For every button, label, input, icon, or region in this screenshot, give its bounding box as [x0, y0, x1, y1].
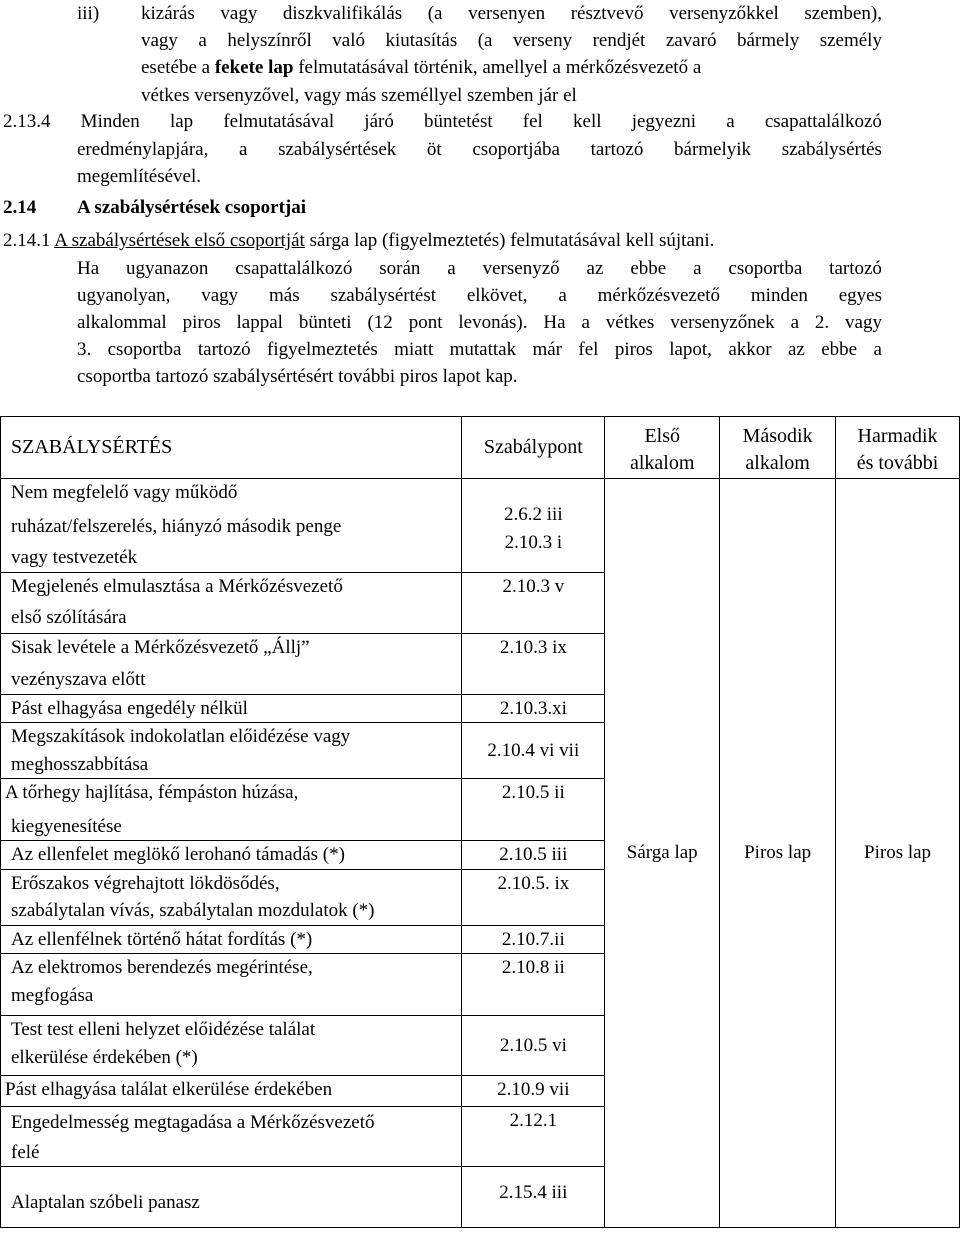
violation-cell	[1, 1107, 462, 1167]
word: diszkvalifikálás	[282, 3, 403, 24]
word: szemben),	[804, 3, 882, 24]
word: más	[269, 285, 300, 306]
header-second: Második alkalom	[720, 417, 836, 479]
violation-line: felé	[11, 1141, 40, 1163]
p2141-line-4	[77, 312, 882, 334]
rule-reference: 2.10.5. ix	[497, 872, 570, 894]
violations-table	[0, 416, 960, 1228]
word: szabálysértések	[278, 139, 397, 160]
violation-line: A tőrhegy hajlítása, fémpáston húzása,	[5, 782, 299, 803]
rule-cell	[462, 479, 605, 573]
word: való	[332, 30, 365, 51]
rule-cell	[462, 1016, 605, 1076]
rule-reference: 2.6.2 iii	[504, 504, 563, 525]
rule-cell	[462, 1076, 605, 1107]
violation-line: Pást elhagyása találat elkerülése érdekében	[5, 1079, 333, 1100]
violation-line: szabálytalan vívás, szabálytalan mozdulatok (*)	[11, 900, 375, 921]
word: ebbe	[630, 258, 667, 279]
word: bármelyik	[674, 139, 752, 160]
rule-cell	[462, 1167, 605, 1228]
word: pont	[408, 312, 443, 333]
header-first: Első alkalom	[605, 417, 720, 479]
p2141-line-6: csoportba tartozó szabálysértésért további piros lapot kap.	[77, 366, 518, 387]
word: a	[873, 339, 882, 360]
word: vagy	[845, 312, 882, 333]
table-row	[1, 479, 960, 573]
word: a	[239, 139, 248, 160]
violation-line: Megjelenés elmulasztása a Mérkőzésvezető	[11, 575, 343, 597]
word: a	[581, 312, 590, 333]
rule-reference: 2.10.5 vi	[499, 1034, 567, 1056]
word: 2.	[814, 312, 830, 333]
violation-line: Nem megfelelő vagy működő	[11, 482, 238, 503]
word: (12	[367, 312, 393, 333]
violation-cell	[1, 925, 462, 954]
violations-table-body	[1, 417, 960, 1228]
penalty-first: Sárga lap	[605, 479, 720, 1228]
word: 3.	[77, 339, 92, 360]
p2141-line-2	[77, 258, 882, 280]
rule-cell	[462, 1107, 605, 1167]
word: akkor	[728, 339, 772, 360]
word: Minden	[80, 111, 140, 132]
violation-line: megfogása	[11, 984, 94, 1006]
violation-line: Erőszakos végrehajtott lökdösődés,	[11, 872, 280, 894]
violation-cell	[1, 1076, 462, 1107]
iii-line-3-text: esetébe a fekete lap felmutatásával történik, amellyel a mérkőzésvezető a	[141, 57, 702, 78]
word: mérkőzésvezető	[597, 285, 721, 306]
word: járó	[364, 111, 394, 132]
violation-line: kiegyenesítése	[11, 815, 122, 837]
word: zavaró	[665, 30, 717, 51]
rule-reference: 2.10.4 vi vii	[487, 739, 580, 761]
penalty-second: Piros lap	[720, 479, 836, 1228]
word: ebbe	[821, 339, 858, 360]
header-violation: SZABÁLYSÉRTÉS	[1, 417, 462, 479]
violation-line: Engedelmesség megtagadása a Mérkőzésvezető	[11, 1112, 375, 1133]
word: rendjét	[592, 30, 646, 51]
rule-cell	[462, 841, 605, 870]
word: a	[726, 111, 735, 132]
word: felmutatásával	[223, 111, 335, 132]
section-title: A szabálysértések csoportjai	[77, 197, 307, 218]
word: alkalommal	[77, 312, 167, 333]
violation-line: Az ellenfélnek történő hátat fordítás (*)	[11, 928, 313, 950]
violation-line: Sisak levétele a Mérkőzésvezető „Állj”	[11, 636, 310, 658]
word: ugyanazon	[126, 258, 209, 279]
rule-cell	[462, 694, 605, 723]
word: a	[558, 285, 567, 306]
word: vagy	[141, 30, 178, 51]
word: fel	[578, 339, 599, 360]
word: a	[198, 30, 207, 51]
p2141-line-5	[77, 339, 882, 361]
header-rule: Szabálypont	[462, 417, 605, 479]
rule-cell	[462, 925, 605, 954]
word: versenyzőnek	[670, 312, 775, 333]
word: az	[787, 339, 805, 360]
violation-line: vagy testvezeték	[11, 547, 138, 568]
word: ugyanolyan,	[77, 285, 171, 306]
p2141-line-3	[77, 285, 882, 307]
word: a	[693, 258, 702, 279]
word: egyes	[838, 285, 882, 306]
word: versenyző	[482, 258, 560, 279]
word: minden	[750, 285, 808, 306]
word: csoportba	[728, 258, 803, 279]
word: az	[586, 258, 604, 279]
word: eredménylapjára,	[77, 139, 209, 160]
word: bünteti	[298, 312, 352, 333]
rule-cell	[462, 723, 605, 779]
violation-line: Az elektromos berendezés megérintése,	[11, 957, 313, 978]
violation-cell	[1, 1016, 462, 1076]
violation-cell	[1, 1167, 462, 1228]
word: öt	[426, 139, 442, 160]
rule-reference: 2.10.8 ii	[501, 957, 565, 978]
rule-reference: 2.10.3 v	[502, 575, 565, 597]
word: versenyzőkkel	[669, 3, 779, 24]
rule-reference: 2.12.1	[509, 1110, 558, 1131]
p2141-line-1: 2.14.1 A szabálysértések első csoportját sárga lap (figyelmeztetés) felmutatásával kell sújtani.	[3, 230, 715, 251]
word: elkövet,	[466, 285, 528, 306]
word: levonás).	[458, 312, 528, 333]
violation-line: Alaptalan szóbeli panasz	[11, 1192, 200, 1213]
word: helyszínről	[227, 30, 312, 51]
word: személy	[819, 30, 882, 51]
violation-line: Pást elhagyása engedély nélkül	[11, 697, 248, 719]
word: csapattalálkozó	[235, 258, 353, 279]
table-header-row	[1, 417, 960, 479]
rule-reference: 2.10.9 vii	[497, 1079, 570, 1100]
p2134-line-1	[3, 111, 882, 133]
word: kell	[573, 111, 602, 132]
iii-line-1	[141, 3, 882, 25]
rule-reference: 2.15.4 iii	[499, 1182, 568, 1203]
word: már	[532, 339, 563, 360]
word: kiutasítás	[385, 30, 458, 51]
word: lappal	[236, 312, 283, 333]
word: tartozó	[829, 258, 882, 279]
rule-cell	[462, 869, 605, 925]
p2134-line-2	[77, 139, 882, 161]
word: fel	[522, 111, 543, 132]
word: szabálysértés	[781, 139, 882, 160]
iii-line-3	[141, 57, 882, 79]
violation-line: első szólítására	[11, 607, 127, 628]
section-number: 2.14	[3, 197, 37, 218]
violation-cell	[1, 841, 462, 870]
word: vétkes	[605, 312, 655, 333]
violation-cell	[1, 723, 462, 779]
iii-line-2	[141, 30, 882, 52]
word: mutattak	[449, 339, 517, 360]
violation-line: elkerülése érdekében (*)	[11, 1046, 198, 1068]
word: csoportba	[107, 339, 182, 360]
word: (a	[427, 3, 443, 24]
word: csapattalálkozó	[764, 111, 882, 132]
word: szabálysértést	[330, 285, 436, 306]
violation-cell	[1, 479, 462, 573]
word: figyelmeztetés	[267, 339, 378, 360]
rule-reference: 2.10.3 ix	[499, 636, 567, 658]
p2134-line-3: megemlítésével.	[77, 166, 201, 187]
word: miatt	[394, 339, 434, 360]
violation-cell	[1, 779, 462, 841]
violation-line: vezényszava előtt	[11, 669, 146, 690]
word: Ha	[543, 312, 566, 333]
rule-reference: 2.10.3 i	[504, 531, 563, 553]
iii-line-4: vétkes versenyzővel, vagy más személlyel szemben jár el	[141, 85, 577, 106]
first-group-underlined: A szabálysértések első csoportját	[54, 230, 305, 251]
rule-cell	[462, 954, 605, 1016]
word: lapot,	[669, 339, 712, 360]
word: lap	[169, 111, 194, 132]
word: tartozó	[590, 139, 644, 160]
word: (a	[477, 30, 493, 51]
word: a	[447, 258, 456, 279]
word: vagy	[201, 285, 239, 306]
word: piros	[182, 312, 221, 333]
black-card-term: fekete lap	[214, 57, 294, 78]
word: versenyen	[468, 3, 546, 24]
word: büntetést	[424, 111, 493, 132]
violation-cell	[1, 633, 462, 694]
violation-line: Az ellenfelet meglökő lerohanó támadás (*)	[11, 844, 345, 865]
rule-cell	[462, 633, 605, 694]
violation-cell	[1, 694, 462, 723]
rule-reference: 2.10.3.xi	[499, 697, 567, 719]
header-third: Harmadik és további	[836, 417, 960, 479]
violation-line: meghosszabbítása	[11, 753, 149, 775]
rule-reference: 2.10.5 ii	[501, 782, 565, 803]
violation-line: Test test elleni helyzet előidézése találat	[11, 1019, 316, 1040]
violation-line: ruházat/felszerelés, hiányzó második penge	[11, 515, 342, 537]
word: piros	[614, 339, 653, 360]
rule-reference: 2.10.5 iii	[499, 844, 568, 865]
violation-cell	[1, 869, 462, 925]
rule-cell	[462, 572, 605, 633]
violation-cell	[1, 954, 462, 1016]
word: 2.13.4	[3, 111, 51, 132]
word: tartozó	[197, 339, 251, 360]
rule-reference: 2.10.7.ii	[501, 928, 565, 950]
violation-cell	[1, 572, 462, 633]
word: résztvevő	[570, 3, 644, 24]
word: jegyezni	[631, 111, 697, 132]
list-marker-iii: iii)	[77, 3, 100, 24]
violation-line: Megszakítások indokolatlan előidézése vagy	[11, 726, 351, 747]
word: vagy	[220, 3, 258, 24]
word: kizárás	[141, 3, 195, 24]
penalty-third: Piros lap	[836, 479, 960, 1228]
word: során	[379, 258, 421, 279]
word: bármely	[736, 30, 800, 51]
rule-cell	[462, 779, 605, 841]
word: verseny	[512, 30, 573, 51]
word: a	[790, 312, 799, 333]
word: Ha	[77, 258, 100, 279]
word: csoportjába	[472, 139, 560, 160]
